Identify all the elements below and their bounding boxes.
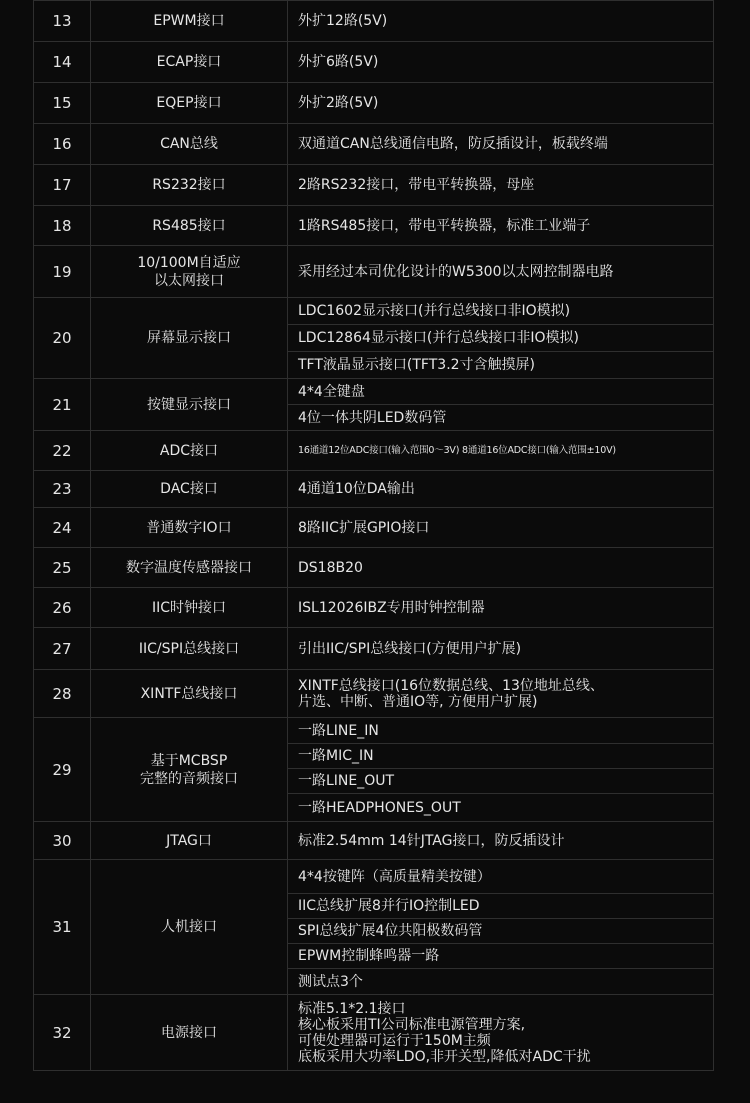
description-line: 1路RS485接口，带电平转换器，标准工业端子 — [298, 217, 591, 234]
description-line: 2路RS232接口，带电平转换器，母座 — [298, 177, 535, 193]
interface-name — [91, 628, 288, 670]
description-line: 一路LINE_OUT — [298, 773, 395, 789]
interface-description — [288, 206, 714, 246]
interface-name-line: 人机接口 — [161, 919, 217, 935]
interface-name — [91, 124, 288, 165]
description-line: TFT液晶显示接口(TFT3.2寸含触摸屏) — [298, 357, 536, 373]
table-row — [34, 206, 714, 246]
description-line: IIC总线扩展8并行IO控制LED — [298, 898, 480, 914]
interface-name — [91, 471, 288, 508]
row-number: 17 — [34, 165, 91, 206]
table-row — [34, 246, 714, 298]
description-line: 4*4全键盘 — [298, 383, 365, 400]
interface-description — [288, 744, 714, 769]
interface-name — [91, 822, 288, 860]
interface-name — [91, 206, 288, 246]
interface-name-line: XINTF总线接口 — [140, 685, 238, 702]
description-line: 4位一体共阴LED数码管 — [298, 409, 447, 426]
description-line: DS18B20 — [298, 559, 363, 576]
interface-name-line: 10/100M自适应 — [137, 254, 241, 271]
table-row — [34, 379, 714, 405]
interface-name — [91, 246, 288, 298]
interface-description — [288, 431, 714, 471]
description-line: LDC12864显示接口(并行总线接口非IO模拟) — [298, 330, 579, 346]
interface-name — [91, 379, 288, 431]
table-row — [34, 471, 714, 508]
row-number: 23 — [34, 471, 91, 508]
description-line: SPI总线扩展4位共阳极数码管 — [298, 923, 483, 939]
interface-name — [91, 508, 288, 548]
interface-description — [288, 298, 714, 325]
interface-name — [91, 1, 288, 42]
spec-table-body — [34, 1, 714, 1071]
description-line: EPWM控制蜂鸣器一路 — [298, 948, 440, 964]
interface-name-line: 电源接口 — [161, 1024, 217, 1041]
interface-description — [288, 325, 714, 352]
row-number: 19 — [34, 246, 91, 298]
description-line: 可使处理器可运行于150M主频 — [298, 1032, 491, 1049]
interface-name-line: EPWM接口 — [153, 13, 225, 29]
row-number: 25 — [34, 548, 91, 588]
row-number: 32 — [34, 995, 91, 1071]
interface-name-line: EQEP接口 — [156, 95, 222, 111]
table-row — [34, 298, 714, 325]
table-row — [34, 83, 714, 124]
row-number: 15 — [34, 83, 91, 124]
interface-description — [288, 352, 714, 379]
interface-name-line: 屏幕显示接口 — [147, 330, 231, 346]
row-number: 22 — [34, 431, 91, 471]
row-number: 20 — [34, 298, 91, 379]
interface-description — [288, 822, 714, 860]
description-line: 底板采用大功率LDO,非开关型,降低对ADC干扰 — [298, 1048, 591, 1065]
table-row — [34, 508, 714, 548]
spec-table — [33, 0, 714, 1071]
interface-description — [288, 769, 714, 794]
interface-description — [288, 944, 714, 969]
description-line: 标准2.54mm 14针JTAG接口，防反插设计 — [298, 832, 565, 849]
interface-name — [91, 718, 288, 822]
description-line: LDC1602显示接口(并行总线接口非IO模拟) — [298, 303, 571, 319]
description-line: 引出IIC/SPI总线接口(方便用户扩展) — [298, 640, 522, 657]
description-line: 测试点3个 — [298, 973, 363, 990]
interface-description — [288, 42, 714, 83]
interface-description — [288, 165, 714, 206]
interface-name-line: CAN总线 — [160, 136, 218, 152]
row-number: 30 — [34, 822, 91, 860]
interface-description — [288, 894, 714, 919]
interface-name-line: JTAG口 — [166, 832, 212, 849]
interface-name-line: ECAP接口 — [156, 54, 222, 70]
interface-description — [288, 379, 714, 405]
description-line: 采用经过本司优化设计的W5300以太网控制器电路 — [298, 263, 614, 280]
interface-name-line: 数字温度传感器接口 — [126, 559, 252, 576]
interface-description — [288, 588, 714, 628]
table-row — [34, 670, 714, 718]
description-line: 外扩2路(5V) — [298, 95, 379, 111]
interface-description — [288, 124, 714, 165]
description-line: 16通道12位ADC接口(输入范围0～3V) 8通道16位ADC接口(输入范围±10V) — [298, 444, 616, 456]
row-number: 13 — [34, 1, 91, 42]
interface-name-line: IIC时钟接口 — [151, 599, 227, 616]
interface-description — [288, 508, 714, 548]
interface-name-line: 按键显示接口 — [147, 396, 231, 413]
interface-name-line: RS485接口 — [152, 217, 226, 234]
interface-description — [288, 628, 714, 670]
table-row — [34, 860, 714, 894]
description-line: 一路LINE_IN — [298, 722, 379, 739]
interface-description — [288, 1, 714, 42]
row-number: 31 — [34, 860, 91, 995]
interface-description — [288, 471, 714, 508]
interface-name — [91, 165, 288, 206]
interface-description — [288, 548, 714, 588]
interface-description — [288, 246, 714, 298]
description-line: 一路HEADPHONES_OUT — [298, 799, 461, 816]
interface-name-line: 普通数字IO口 — [146, 519, 232, 536]
table-row — [34, 548, 714, 588]
row-number: 24 — [34, 508, 91, 548]
interface-description — [288, 718, 714, 744]
description-line: 外扩12路(5V) — [298, 13, 388, 29]
row-number: 21 — [34, 379, 91, 431]
row-number: 26 — [34, 588, 91, 628]
interface-name — [91, 995, 288, 1071]
description-line: XINTF总线接口(16位数据总线、13位地址总线、 — [298, 677, 604, 694]
spec-table-wrapper — [33, 0, 714, 1071]
interface-description — [288, 670, 714, 718]
row-number: 27 — [34, 628, 91, 670]
row-number: 28 — [34, 670, 91, 718]
interface-name — [91, 431, 288, 471]
description-line: 片选、中断、普通IO等, 方便用户扩展) — [298, 693, 538, 710]
table-row — [34, 822, 714, 860]
interface-name-line: 基于MCBSP — [150, 752, 228, 769]
interface-description — [288, 919, 714, 944]
interface-name — [91, 670, 288, 718]
interface-name-line: 完整的音频接口 — [140, 770, 238, 787]
interface-name-line: ADC接口 — [159, 442, 219, 459]
interface-description — [288, 83, 714, 124]
interface-name — [91, 83, 288, 124]
table-row — [34, 628, 714, 670]
description-line: 核心板采用TI公司标准电源管理方案, — [298, 1016, 526, 1033]
interface-name-line: RS232接口 — [152, 177, 226, 193]
interface-description — [288, 405, 714, 431]
interface-name-line: DAC接口 — [160, 481, 218, 497]
table-row — [34, 718, 714, 744]
table-row — [34, 1, 714, 42]
row-number: 14 — [34, 42, 91, 83]
interface-description — [288, 794, 714, 822]
description-line: 外扩6路(5V) — [298, 54, 379, 70]
interface-name — [91, 588, 288, 628]
interface-name — [91, 42, 288, 83]
table-row — [34, 588, 714, 628]
description-line: 标准5.1*2.1接口 — [298, 1000, 406, 1017]
table-row — [34, 165, 714, 206]
interface-description — [288, 969, 714, 995]
description-line: ISL12026IBZ专用时钟控制器 — [298, 599, 485, 616]
interface-name-line: IIC/SPI总线接口 — [138, 640, 240, 657]
table-row — [34, 42, 714, 83]
interface-name-line: 以太网接口 — [154, 272, 224, 289]
row-number: 29 — [34, 718, 91, 822]
description-line: 8路IIC扩展GPIO接口 — [298, 519, 430, 536]
interface-name — [91, 298, 288, 379]
interface-description — [288, 860, 714, 894]
table-row — [34, 431, 714, 471]
description-line: 双通道CAN总线通信电路，防反插设计，板载终端 — [298, 136, 608, 152]
interface-name — [91, 860, 288, 995]
table-row — [34, 995, 714, 1071]
interface-description — [288, 995, 714, 1071]
description-line: 4通道10位DA输出 — [298, 481, 415, 497]
interface-name — [91, 548, 288, 588]
row-number: 16 — [34, 124, 91, 165]
description-line: 4*4按键阵（高质量精美按键） — [298, 868, 491, 885]
table-row — [34, 124, 714, 165]
row-number: 18 — [34, 206, 91, 246]
description-line: 一路MIC_IN — [298, 748, 374, 764]
